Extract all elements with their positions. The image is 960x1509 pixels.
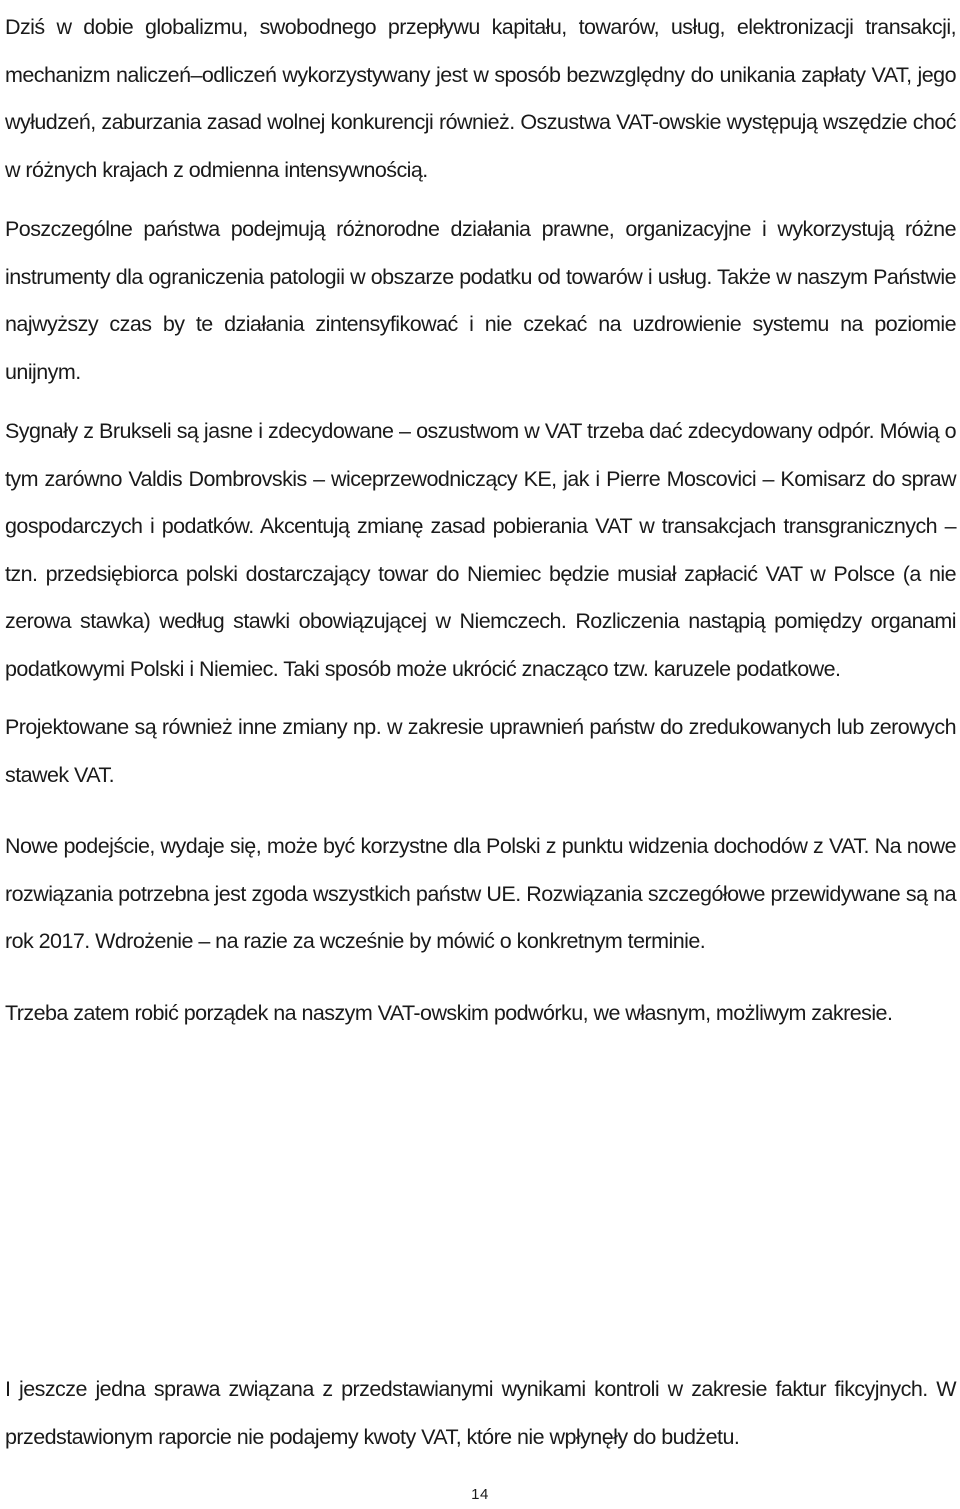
document-body <box>5 4 956 1037</box>
page-number: 14 <box>471 1486 489 1503</box>
paragraph-new-approach: Nowe podejście, wydaje się, może być korzystne dla Polski z punktu widzenia dochodów z VAT. Na nowe rozwiązania potrzebna jest zgoda wszystkich państw UE. Rozwiązania szczegółowe przewidywane są na rok 2017. Wdrożenie – na razie za wcześnie by mówić o konkretnym terminie. <box>5 834 956 953</box>
paragraph-order-at-home: Trzeba zatem robić porządek na naszym VAT-owskim podwórku, we własnym, możliwym zakresie. <box>5 1000 893 1025</box>
paragraph-fictitious-invoices: I jeszcze jedna sprawa związana z przedstawianymi wynikami kontroli w zakresie faktur fikcyjnych. W przedstawionym raporcie nie podajemy kwoty VAT, które nie wpłynęły do budżetu. <box>5 1377 956 1449</box>
paragraph-planned-changes: Projektowane są również inne zmiany np. w zakresie uprawnień państw do zredukowanych lub zerowych stawek VAT. <box>5 715 956 787</box>
paragraph-brussels-signals: Sygnały z Brukseli są jasne i zdecydowane – oszustwom w VAT trzeba dać zdecydowany odpór. Mówią o tym zarówno Valdis Dombrovskis – wiceprzewodniczący KE, jak i Pierre Moscovici – Komisarz do spraw gospodarczych i podatków. Akcentują zmianę zasad pobierania VAT w transakcjach transgranicznych – tzn. przedsiębiorca polski dostarczający towar do Niemiec będzie musiał zapłacić VAT w Polsce (a nie zerowa stawka) według stawki obowiązującej w Niemczech. Rozliczenia nastąpią pomiędzy organami podatkowymi Polski i Niemiec. Taki sposób może ukrócić znacząco tzw. karuzele podatkowe. <box>5 419 956 681</box>
paragraph-globalization: Dziś w dobie globalizmu, swobodnego przepływu kapitału, towarów, usług, elektronizacji transakcji, mechanizm naliczeń–odliczeń wykorzystywany jest w sposób bezwzględny do unikania zapłaty VAT, jego wyłudzeń, zaburzania zasad wolnej konkurencji również. Oszustwa VAT-owskie występują wszędzie choć w różnych krajach z odmienna intensywnością. <box>5 15 956 182</box>
paragraph-state-actions: Poszczególne państwa podejmują różnorodne działania prawne, organizacyjne i wykorzystują różne instrumenty dla ograniczenia patologii w obszarze podatku od towarów i usług. Także w naszym Państwie najwyższy czas by te działania zintensyfikować i nie czekać na uzdrowienie systemu na poziomie unijnym. <box>5 217 956 384</box>
